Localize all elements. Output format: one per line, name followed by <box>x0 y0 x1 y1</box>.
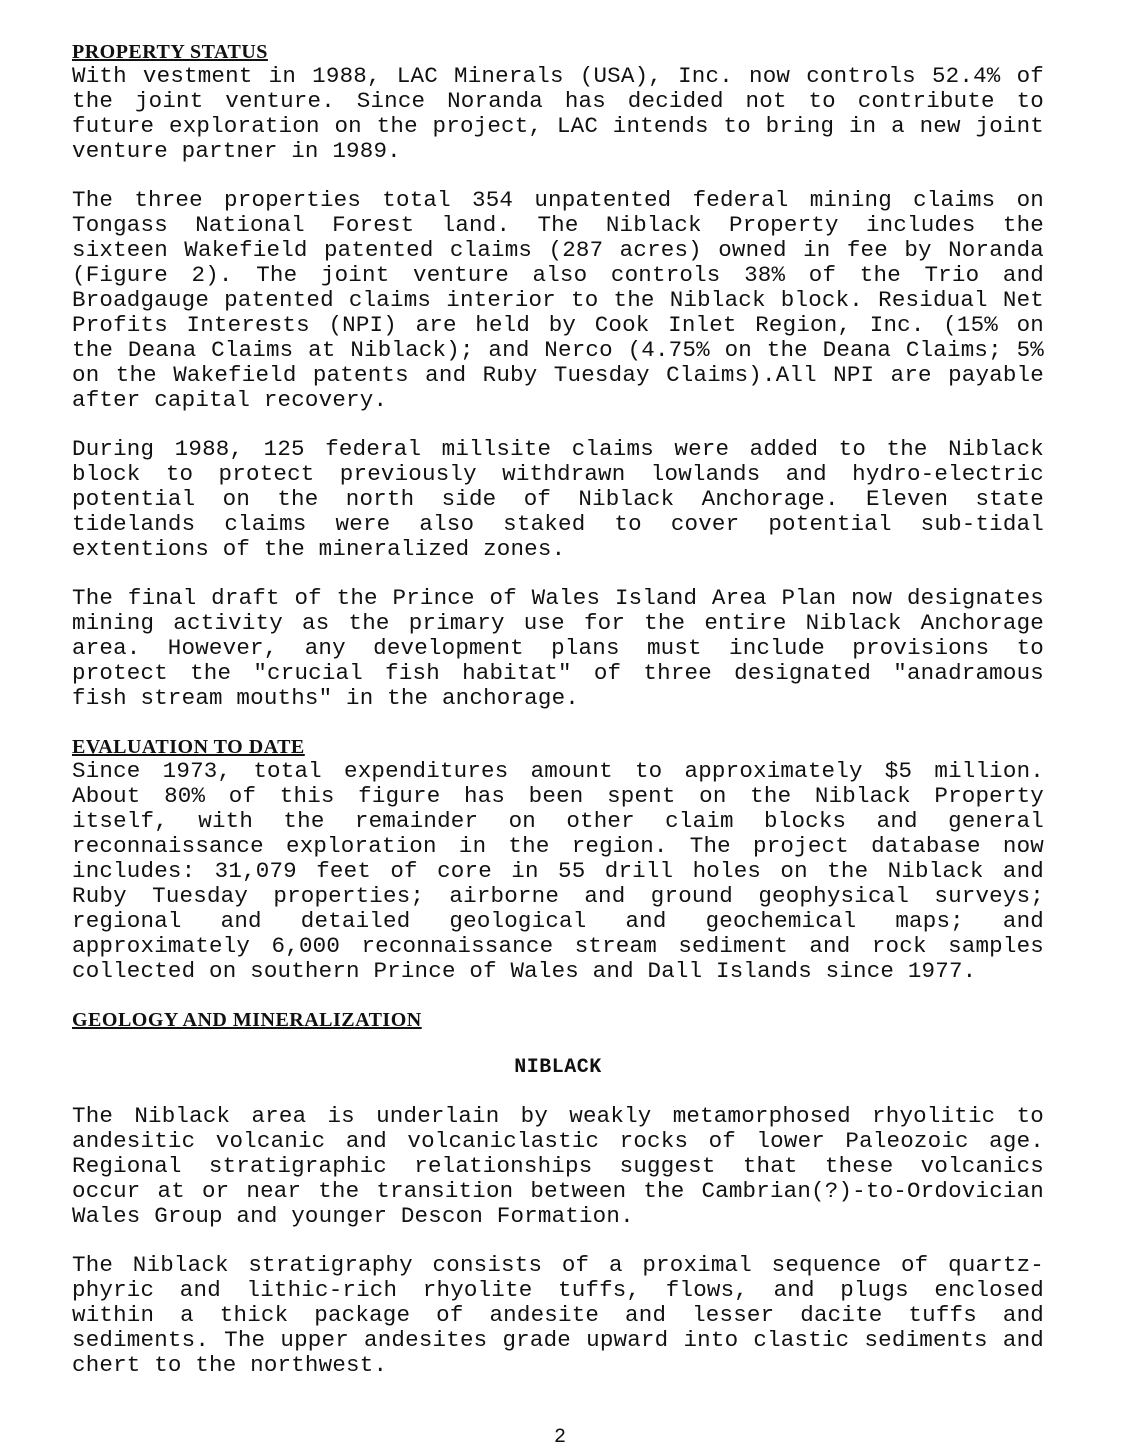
paragraph: During 1988, 125 federal millsite claims were added to the Niblack block to protect previously withdrawn lowlands and hydro-electric potential on the north side of Niblack Anchorage. Eleven state tidelands claims were also staked to cover potential sub-tidal extentions of the mineralized zones. <box>72 436 1044 562</box>
paragraph: The Niblack area is underlain by weakly metamorphosed rhyolitic to andesitic volcanic and volcaniclastic rocks of lower Paleozoic age. Regional stratigraphic relationships suggest that these volcanics occur at or near the transition between the Cambrian(?)-to-Ordovician Wales Group and younger Descon Formation. <box>72 1103 1044 1229</box>
section-heading: EVALUATION TO DATE <box>72 736 305 758</box>
section-heading: PROPERTY STATUS <box>72 41 268 63</box>
section-property-status <box>72 40 1044 711</box>
section-evaluation-to-date <box>72 735 1044 984</box>
page-number: 2 <box>553 1426 566 1449</box>
sub-heading: NIBLACK <box>514 1056 602 1079</box>
section-geology-and-mineralization <box>72 1008 1044 1378</box>
document-page <box>72 40 1044 1378</box>
paragraph: Since 1973, total expenditures amount to approximately $5 million. About 80% of this figure has been spent on the Niblack Property itself, with the remainder on other claim blocks and general reconnaissance exploration in the region. The project database now includes: 31,079 feet of core in 55 drill holes on the Niblack and Ruby Tuesday properties; airborne and ground geophysical surveys; regional and detailed geological and geochemical maps; and approximately 6,000 reconnaissance stream sediment and rock samples collected on southern Prince of Wales and Dall Islands since 1977. <box>72 758 1044 984</box>
paragraph: The three properties total 354 unpatented federal mining claims on Tongass National Forest land. The Niblack Property includes the sixteen Wakefield patented claims (287 acres) owned in fee by Noranda (Figure 2). The joint venture also controls 38% of the Trio and Broadgauge patented claims interior to the Niblack block. Residual Net Profits Interests (NPI) are held by Cook Inlet Region, Inc. (15% on the Deana Claims at Niblack); and Nerco (4.75% on the Deana Claims; 5% on the Wakefield patents and Ruby Tuesday Claims).All NPI are payable after capital recovery. <box>72 187 1044 413</box>
paragraph: With vestment in 1988, LAC Minerals (USA), Inc. now controls 52.4% of the joint venture. Since Noranda has decided not to contribute to future exploration on the project, LAC intends to bring in a new joint venture partner in 1989. <box>72 63 1044 164</box>
paragraph: The Niblack stratigraphy consists of a proximal sequence of quartz-phyric and lithic-rich rhyolite tuffs, flows, and plugs enclosed within a thick package of andesite and lesser dacite tuffs and sediments. The upper andesites grade upward into clastic sediments and chert to the northwest. <box>72 1252 1044 1378</box>
section-heading: GEOLOGY AND MINERALIZATION <box>72 1009 422 1031</box>
paragraph: The final draft of the Prince of Wales Island Area Plan now designates mining activity as the primary use for the entire Niblack Anchorage area. However, any development plans must include provisions to protect the "crucial fish habitat" of three designated "anadramous fish stream mouths" in the anchorage. <box>72 585 1044 711</box>
